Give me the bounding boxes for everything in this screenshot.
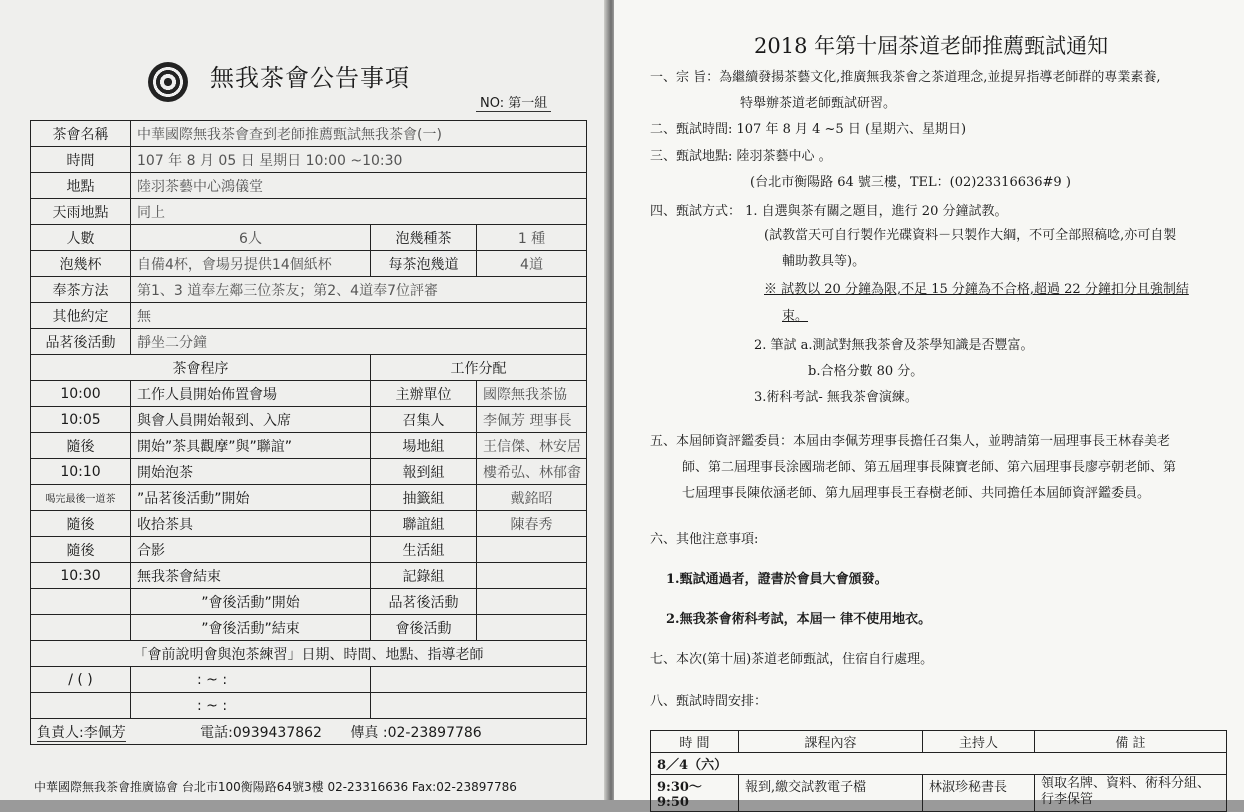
blank-cell — [31, 693, 131, 719]
program-row — [31, 407, 587, 433]
schedule-header-host: 主持人 — [923, 731, 1035, 753]
program-item: 與會人員開始報到、入席 — [131, 407, 371, 433]
exam-time-limit-note-cont: 束。 — [782, 309, 809, 324]
after-label: 品茗後活動 — [31, 329, 131, 355]
blank-cell — [371, 693, 587, 719]
info-row — [31, 121, 587, 147]
notes-heading: 六、其他注意事項: — [650, 532, 759, 547]
work-role: 聯誼組 — [371, 511, 477, 537]
exam-method-note: (試教當天可自行製作光碟資料－只製作大綱，不可全部照稿唸,亦可自製 — [764, 228, 1177, 243]
program-item: ”會後活動”結束 — [131, 615, 371, 641]
program-row — [31, 485, 587, 511]
program-time: 隨後 — [31, 433, 131, 459]
work-person: 陳春秀 — [477, 511, 587, 537]
contact-person: 負責人:李佩芳 — [37, 724, 126, 741]
exam-address-line: (台北市衡陽路 64 號三樓，TEL：(02)23316636#9 ) — [750, 175, 1071, 190]
exam-place-line: 三、甄試地點: 陸羽茶藝中心 。 — [650, 149, 832, 164]
info-row — [31, 173, 587, 199]
program-item: 收拾茶具 — [131, 511, 371, 537]
purpose-line: 一、宗 旨：為繼續發揚茶藝文化,推廣無我茶會之茶道理念,並提昇指導老師群的專業素養, — [650, 70, 1161, 85]
cups-row — [31, 251, 587, 277]
schedule-content: 報到,繳交試教電子檔 — [739, 775, 923, 812]
serve-label: 奉茶方法 — [31, 277, 131, 303]
program-time — [31, 589, 131, 615]
exam-time-line: 二、甄試時間: 107 年 8 月 4 ~5 日 (星期六、星期日) — [650, 122, 967, 137]
work-role: 記錄組 — [371, 563, 477, 589]
info-row — [31, 147, 587, 173]
other-value: 無 — [131, 303, 587, 329]
program-time: 隨後 — [31, 511, 131, 537]
program-item: 開始”茶具觀摩”與”聯誼” — [131, 433, 371, 459]
time-blank-cell — [131, 667, 371, 693]
schedule-row — [651, 775, 1227, 812]
program-time: 10:00 — [31, 381, 131, 407]
work-role: 抽籤組 — [371, 485, 477, 511]
briefing-blank-row — [31, 667, 587, 693]
association-footer: 中華國際無我茶會推廣協會 台北市100衡陽路64號3樓 02-23316636 Fax:02-23897786 — [34, 780, 517, 794]
program-item: 開始泡茶 — [131, 459, 371, 485]
work-role: 會後活動 — [371, 615, 477, 641]
note-certificate: 1.甄試通過者，證書於會員大會頒發。 — [666, 572, 888, 587]
contact-cell — [31, 719, 587, 745]
info-row — [31, 199, 587, 225]
people-value: 6人 — [131, 225, 371, 251]
other-row — [31, 303, 587, 329]
committee-line: 五、本屆師資評鑑委員：本屆由李佩芳理事長擔任召集人，並聘請第一屆理事長王林春美老 — [650, 434, 1171, 449]
note-mat: 2.無我茶會術科考試，本屆一 律不使用地衣。 — [666, 612, 932, 627]
written-test-line: 2. 筆試 a.測試對無我茶會及茶學知識是否豐富。 — [754, 338, 1034, 353]
right-page — [614, 0, 1244, 810]
blank-cell — [371, 667, 587, 693]
info-label: 茶會名稱 — [31, 121, 131, 147]
people-row — [31, 225, 587, 251]
work-header: 工作分配 — [371, 355, 587, 381]
date-blank: / ( ) — [31, 667, 131, 693]
practical-test-line: 3.術科考試- 無我茶會演練。 — [754, 390, 918, 405]
work-person — [477, 563, 587, 589]
program-item: ”品茗後活動”開始 — [131, 485, 371, 511]
work-person: 戴銘昭 — [477, 485, 587, 511]
cups-label: 泡幾杯 — [31, 251, 131, 277]
committee-line-cont-2: 七屆理事長陳依涵老師、第九屆理事長王春樹老師、共同擔任本屆師資評鑑委員。 — [682, 486, 1151, 501]
serve-value: 第1、3 道奉左鄰三位茶友；第2、4道奉7位評審 — [131, 277, 587, 303]
program-item: 合影 — [131, 537, 371, 563]
program-time: 10:30 — [31, 563, 131, 589]
work-person — [477, 589, 587, 615]
work-person — [477, 615, 587, 641]
schedule-time: 9:30～9:50 — [651, 775, 739, 812]
time-blank-cell — [131, 693, 371, 719]
info-label: 天雨地點 — [31, 199, 131, 225]
info-value: 107 年 8 月 05 日 星期日 10:00 ~10:30 — [131, 147, 587, 173]
tea-kinds-value: 1 種 — [477, 225, 587, 251]
work-role: 生活組 — [371, 537, 477, 563]
info-value: 陸羽茶藝中心鴻儀堂 — [131, 173, 587, 199]
briefing-heading: 「會前說明會與泡茶練習」日期、時間、地點、指導老師 — [31, 641, 587, 667]
rounds-label: 每茶泡幾道 — [371, 251, 477, 277]
schedule-header-row — [651, 731, 1227, 753]
program-time: 10:05 — [31, 407, 131, 433]
program-row — [31, 459, 587, 485]
purpose-line-cont: 特舉辦茶道老師甄試研習。 — [740, 96, 897, 111]
program-item: 無我茶會結束 — [131, 563, 371, 589]
work-role: 主辦單位 — [371, 381, 477, 407]
info-label: 時間 — [31, 147, 131, 173]
tea-kinds-label: 泡幾種茶 — [371, 225, 477, 251]
contact-row — [31, 719, 587, 745]
people-label: 人數 — [31, 225, 131, 251]
exam-method-note-cont: 輔助教具等)。 — [782, 254, 866, 269]
info-label: 地點 — [31, 173, 131, 199]
work-person: 樓希弘、林郁畬 — [477, 459, 587, 485]
after-value: 靜坐二分鐘 — [131, 329, 587, 355]
program-item: 工作人員開始佈置會場 — [131, 381, 371, 407]
program-row — [31, 433, 587, 459]
left-page-title: 無我茶會公告事項 — [210, 64, 410, 92]
association-logo-icon — [148, 62, 188, 102]
info-value: 中華國際無我茶會查到老師推薦甄試無我茶會(一) — [131, 121, 587, 147]
left-page — [0, 0, 614, 800]
work-person: 國際無我茶協 — [477, 381, 587, 407]
other-label: 其他約定 — [31, 303, 131, 329]
announcement-table — [30, 120, 587, 745]
program-row — [31, 615, 587, 641]
work-role: 場地組 — [371, 433, 477, 459]
schedule-host: 林淑珍秘書長 — [923, 775, 1035, 812]
time-blank: : ~ : — [197, 697, 228, 714]
program-row — [31, 511, 587, 537]
schedule-table — [650, 730, 1227, 812]
info-value: 同上 — [131, 199, 587, 225]
briefing-row — [31, 641, 587, 667]
program-time — [31, 615, 131, 641]
program-row — [31, 589, 587, 615]
program-time: 喝完最後一道茶 — [31, 485, 131, 511]
schedule-date: 8／4（六） — [651, 753, 1227, 775]
work-role: 品茗後活動 — [371, 589, 477, 615]
briefing-blank-row — [31, 693, 587, 719]
contact-fax: 傳真 :02-23897786 — [350, 724, 482, 741]
program-time: 隨後 — [31, 537, 131, 563]
rounds-value: 4道 — [477, 251, 587, 277]
written-test-pass: b.合格分數 80 分。 — [808, 364, 924, 379]
program-time: 10:10 — [31, 459, 131, 485]
schedule-header-note: 備 註 — [1035, 731, 1227, 753]
program-header: 茶會程序 — [31, 355, 371, 381]
work-person: 李佩芳 理事長 — [477, 407, 587, 433]
group-number: NO: 第一組 — [476, 92, 551, 112]
schedule-header-time: 時 間 — [651, 731, 739, 753]
program-row — [31, 563, 587, 589]
work-person — [477, 537, 587, 563]
schedule-note: 領取名牌、資料、術科分組、行李保管 — [1035, 775, 1227, 812]
schedule-heading: 八、甄試時間安排： — [650, 694, 768, 709]
program-row — [31, 381, 587, 407]
work-person: 王信傑、林安居 — [477, 433, 587, 459]
work-role: 報到組 — [371, 459, 477, 485]
exam-time-limit-note: ※ 試教以 20 分鐘為限,不足 15 分鐘為不合格,超過 22 分鐘扣分且強制結 — [764, 282, 1189, 297]
program-header-row — [31, 355, 587, 381]
serve-row — [31, 277, 587, 303]
after-row — [31, 329, 587, 355]
program-row — [31, 537, 587, 563]
cups-value: 自備4杯，會場另提供14個紙杯 — [131, 251, 371, 277]
work-role: 召集人 — [371, 407, 477, 433]
time-blank: : ~ : — [197, 671, 228, 688]
schedule-date-row — [651, 753, 1227, 775]
exam-method-line: 四、甄試方式： 1. 自選與茶有關之題目，進行 20 分鐘試教。 — [650, 204, 1008, 219]
lodging-line: 七、本次(第十屆)茶道老師甄試，住宿自行處理。 — [650, 652, 934, 667]
right-page-title: 2018 年第十屆茶道老師推薦甄試通知 — [754, 34, 1109, 58]
committee-line-cont-1: 師、第二屆理事長涂國瑞老師、第五屆理事長陳寶老師、第六屆理事長廖亭朝老師、第 — [682, 460, 1177, 475]
schedule-header-content: 課程內容 — [739, 731, 923, 753]
contact-phone: 電話:0939437862 — [200, 724, 322, 741]
program-item: ”會後活動”開始 — [131, 589, 371, 615]
